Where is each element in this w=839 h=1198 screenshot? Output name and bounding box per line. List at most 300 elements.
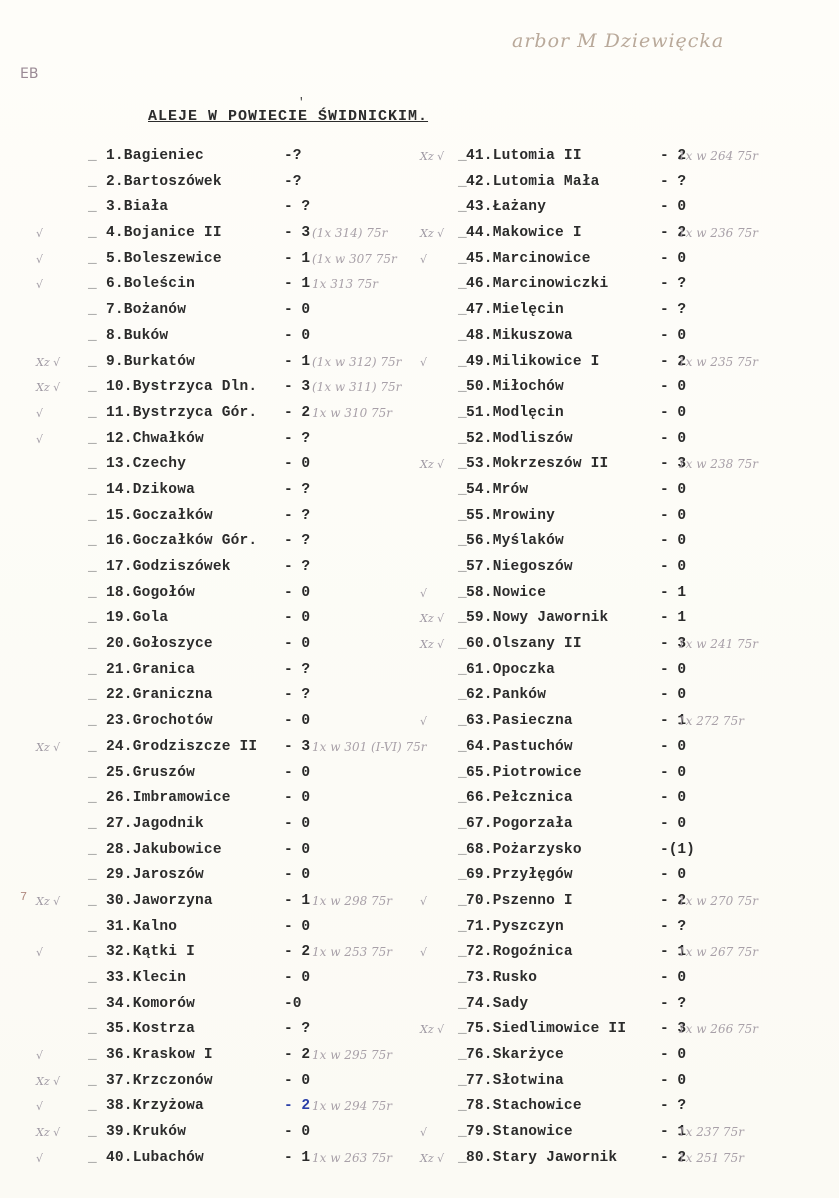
place-name: 72.Rogoźnica: [466, 944, 573, 961]
check-mark: √: [36, 278, 44, 292]
check-mark: √: [420, 715, 428, 729]
list-item: [420, 915, 839, 941]
list-item: [420, 632, 839, 658]
row-dash: _: [88, 661, 97, 678]
count-value: - 0: [284, 456, 311, 473]
check-mark: Xz √: [420, 638, 445, 652]
row-dash: _: [88, 1047, 97, 1064]
row-dash: _: [458, 1124, 467, 1141]
list-item: [0, 709, 430, 735]
row-dash: _: [88, 302, 97, 319]
place-name: 4.Bojanice II: [106, 225, 222, 242]
place-name: 63.Pasieczna: [466, 713, 573, 730]
count-value: - ?: [660, 918, 687, 935]
place-name: 77.Słotwina: [466, 1072, 564, 1089]
count-value: - 0: [660, 738, 687, 755]
list-item: [0, 324, 430, 350]
list-item: [420, 761, 839, 787]
count-value: - 0: [284, 841, 311, 858]
handwritten-annotation: 1x 313 75r: [312, 277, 378, 292]
list-item: [420, 350, 839, 376]
check-mark: Xz √: [36, 1126, 61, 1140]
place-name: 13.Czechy: [106, 456, 187, 473]
check-mark: √: [36, 406, 44, 420]
row-dash: _: [88, 1098, 97, 1115]
count-value: - 0: [660, 815, 687, 832]
list-item: [0, 992, 430, 1018]
row-dash: _: [88, 533, 97, 550]
place-name: 75.Siedlimowice II: [466, 1021, 627, 1038]
row-dash: _: [88, 738, 97, 755]
count-value: - 0: [284, 636, 311, 653]
handwritten-annotation: 1x w 267 75r: [678, 945, 759, 960]
right-column: [420, 144, 839, 1172]
place-name: 57.Niegoszów: [466, 559, 573, 575]
place-name: 2.Bartoszówek: [106, 173, 222, 190]
list-item: [0, 1017, 430, 1043]
place-name: 59.Nowy Jawornik: [466, 610, 609, 627]
count-value: - 3: [660, 636, 687, 653]
list-item: [0, 632, 430, 658]
row-dash: _: [458, 610, 467, 627]
handwritten-annotation: 1x w 235 75r: [678, 354, 759, 369]
count-value: - 1: [284, 353, 311, 370]
row-dash: _: [458, 507, 467, 524]
list-item: [420, 1069, 839, 1095]
check-mark: Xz √: [420, 227, 445, 241]
list-item: [420, 1120, 839, 1146]
count-value: - 2: [284, 944, 311, 961]
place-name: 28.Jakubowice: [106, 841, 222, 858]
row-dash: _: [88, 892, 97, 909]
count-value: - 0: [660, 199, 687, 216]
count-value: - 3: [660, 456, 687, 473]
row-dash: _: [88, 918, 97, 935]
place-name: 3.Biała: [106, 199, 169, 216]
row-dash: _: [88, 995, 97, 1012]
check-mark: Xz √: [36, 740, 61, 754]
count-value: -(1): [660, 841, 695, 858]
place-name: 9.Burkatów: [106, 353, 196, 370]
row-dash: _: [88, 250, 97, 267]
row-dash: _: [88, 327, 97, 344]
list-item: [420, 555, 839, 581]
count-value: - ?: [284, 430, 311, 447]
place-name: 25.Gruszów: [106, 764, 196, 781]
count-value: - 0: [660, 327, 687, 344]
row-dash: _: [88, 559, 97, 575]
list-item: [0, 504, 430, 530]
row-dash: _: [88, 841, 97, 858]
place-name: 69.Przyłęgów: [466, 867, 573, 884]
check-mark: Xz √: [36, 1074, 61, 1088]
place-name: 70.Pszenno I: [466, 892, 573, 909]
list-item: [420, 170, 839, 196]
place-name: 7.Bożanów: [106, 302, 187, 319]
place-name: 12.Chwałków: [106, 430, 204, 447]
place-name: 41.Lutomia II: [466, 148, 582, 164]
list-item: [0, 1069, 430, 1095]
check-mark: Xz √: [420, 1151, 445, 1165]
row-dash: _: [458, 1072, 467, 1089]
handwritten-annotation: 1x 251 75r: [678, 1150, 744, 1165]
place-name: 43.Łażany: [466, 199, 547, 216]
count-value: - 0: [284, 764, 311, 781]
count-value: - 0: [660, 970, 687, 986]
handwritten-annotation: 1x 237 75r: [678, 1125, 744, 1140]
count-value: - 0: [660, 559, 687, 575]
list-item: [0, 1120, 430, 1146]
left-column: [0, 144, 430, 1172]
handwritten-annotation: (1x w 311) 75r: [312, 380, 402, 395]
check-mark: Xz √: [36, 894, 61, 908]
list-item: [0, 478, 430, 504]
list-item: [0, 889, 430, 915]
list-item: [0, 1043, 430, 1069]
row-dash: _: [88, 610, 97, 627]
list-item: [0, 195, 430, 221]
list-item: [420, 812, 839, 838]
row-dash: _: [88, 225, 97, 242]
count-value: - 1: [660, 610, 687, 627]
handwritten-annotation: 1x w 264 75r: [678, 149, 759, 163]
list-item: [420, 427, 839, 453]
list-item: [0, 529, 430, 555]
count-value: - 0: [660, 867, 687, 884]
place-name: 80.Stary Jawornik: [466, 1149, 618, 1166]
count-value: - 1: [284, 892, 311, 909]
place-name: 54.Mrów: [466, 481, 529, 498]
count-value: -?: [284, 148, 302, 164]
count-value: - 3: [284, 379, 311, 396]
list-item: [420, 1043, 839, 1069]
list-item: [0, 272, 430, 298]
check-mark: √: [420, 946, 428, 960]
place-name: 24.Grodziszcze II: [106, 738, 258, 755]
list-item: [420, 452, 839, 478]
handwritten-annotation: 1x w 236 75r: [678, 226, 759, 241]
check-mark: Xz √: [36, 355, 61, 369]
list-item: [420, 221, 839, 247]
row-dash: _: [88, 430, 97, 447]
list-item: [420, 940, 839, 966]
place-name: 20.Gołoszyce: [106, 636, 213, 653]
list-item: [420, 247, 839, 273]
place-name: 27.Jagodnik: [106, 815, 204, 832]
list-item: [420, 504, 839, 530]
row-dash: _: [88, 507, 97, 524]
place-name: 46.Marcinowiczki: [466, 276, 609, 293]
place-name: 33.Klecin: [106, 970, 187, 986]
row-dash: _: [88, 1072, 97, 1089]
place-name: 10.Bystrzyca Dln.: [106, 379, 258, 396]
list-item: [0, 144, 430, 170]
count-value: - 1: [660, 584, 687, 601]
list-item: [420, 735, 839, 761]
place-name: 17.Godziszówek: [106, 559, 231, 575]
count-value: - 0: [660, 430, 687, 447]
list-item: [420, 863, 839, 889]
place-name: 50.Miłochów: [466, 379, 564, 396]
place-name: 74.Sady: [466, 995, 529, 1012]
row-dash: _: [458, 636, 467, 653]
list-item: [420, 683, 839, 709]
list-item: [0, 915, 430, 941]
list-item: [420, 889, 839, 915]
check-mark: √: [420, 1126, 428, 1140]
list-item: [420, 144, 839, 170]
place-name: 71.Pyszczyn: [466, 918, 564, 935]
check-mark: √: [36, 1151, 44, 1165]
row-dash: _: [458, 173, 467, 190]
place-name: 76.Skarżyce: [466, 1047, 564, 1064]
place-name: 73.Rusko: [466, 970, 538, 986]
check-mark: Xz √: [420, 612, 445, 626]
place-name: 64.Pastuchów: [466, 738, 573, 755]
place-name: 31.Kalno: [106, 918, 178, 935]
list-item: [420, 298, 839, 324]
row-dash: _: [458, 661, 467, 678]
list-item: [0, 170, 430, 196]
count-value: - 0: [284, 610, 311, 627]
list-item: [0, 761, 430, 787]
row-dash: _: [88, 173, 97, 190]
count-value: - ?: [284, 481, 311, 498]
check-mark: √: [36, 252, 44, 266]
row-dash: _: [88, 379, 97, 396]
count-value: - 0: [284, 815, 311, 832]
count-value: - ?: [660, 995, 687, 1012]
row-dash: _: [88, 687, 97, 704]
place-name: 40.Lubachów: [106, 1149, 204, 1166]
row-dash: _: [458, 892, 467, 909]
list-item: [420, 272, 839, 298]
row-dash: _: [88, 944, 97, 961]
row-dash: _: [458, 970, 467, 986]
place-name: 42.Lutomia Mała: [466, 173, 600, 190]
place-name: 34.Komorów: [106, 995, 196, 1012]
list-item: [420, 606, 839, 632]
list-item: [420, 581, 839, 607]
count-value: - 2: [284, 1098, 311, 1115]
list-item: [420, 838, 839, 864]
row-dash: _: [458, 379, 467, 396]
row-dash: _: [88, 404, 97, 421]
list-item: [0, 606, 430, 632]
list-item: [420, 786, 839, 812]
list-item: [0, 221, 430, 247]
row-dash: _: [458, 276, 467, 293]
count-value: - 2: [660, 353, 687, 370]
list-item: [420, 1017, 839, 1043]
handwritten-annotation: 1x 272 75r: [678, 714, 744, 729]
row-dash: _: [458, 302, 467, 319]
check-mark: √: [420, 355, 428, 369]
count-value: - 0: [284, 867, 311, 884]
place-name: 62.Panków: [466, 687, 547, 704]
count-value: - 0: [660, 1072, 687, 1089]
count-value: -0: [284, 995, 302, 1012]
count-value: - 0: [660, 404, 687, 421]
check-mark: √: [420, 252, 428, 266]
row-dash: _: [458, 225, 467, 242]
count-value: - 2: [660, 1149, 687, 1166]
place-name: 11.Bystrzyca Gór.: [106, 404, 258, 421]
row-dash: _: [458, 199, 467, 216]
handwritten-annotation: (1x 314) 75r: [312, 226, 388, 241]
count-value: - 0: [284, 1072, 311, 1089]
count-value: - ?: [284, 661, 311, 678]
row-dash: _: [458, 353, 467, 370]
handwritten-annotation: (1x w 312) 75r: [312, 354, 402, 369]
check-mark: √: [420, 586, 428, 600]
row-dash: _: [458, 148, 467, 164]
count-value: - ?: [284, 687, 311, 704]
count-value: - 0: [660, 481, 687, 498]
handwritten-annotation: 1x w 270 75r: [678, 893, 759, 908]
row-dash: _: [458, 559, 467, 575]
row-dash: _: [88, 636, 97, 653]
count-value: - 0: [284, 327, 311, 344]
check-mark: √: [36, 1049, 44, 1063]
place-name: 39.Kruków: [106, 1124, 187, 1141]
place-name: 68.Pożarzysko: [466, 841, 582, 858]
count-value: - 2: [660, 892, 687, 909]
list-item: [420, 529, 839, 555]
check-mark: √: [420, 894, 428, 908]
row-dash: _: [88, 1149, 97, 1166]
place-name: 51.Modlęcin: [466, 404, 564, 421]
row-dash: _: [458, 841, 467, 858]
row-dash: _: [458, 764, 467, 781]
handwritten-annotation: 1x w 241 75r: [678, 637, 759, 652]
place-name: 56.Myślaków: [466, 533, 564, 550]
count-value: - 0: [284, 790, 311, 807]
list-item: [0, 375, 430, 401]
row-dash: _: [458, 790, 467, 807]
place-name: 16.Goczałków Gór.: [106, 533, 258, 550]
place-name: 52.Modliszów: [466, 430, 573, 447]
row-dash: _: [458, 404, 467, 421]
row-dash: _: [88, 867, 97, 884]
count-value: - ?: [284, 199, 311, 216]
list-item: [0, 581, 430, 607]
row-dash: _: [88, 199, 97, 216]
list-item: [0, 735, 430, 761]
page-title: ALEJE W POWIECIE ŚWIDNICKIM.: [148, 108, 429, 125]
count-value: - 0: [284, 713, 311, 730]
check-mark: Xz √: [420, 150, 445, 163]
check-mark: √: [36, 227, 44, 241]
row-dash: _: [458, 738, 467, 755]
row-dash: _: [458, 456, 467, 473]
row-dash: _: [88, 353, 97, 370]
count-value: - ?: [660, 1098, 687, 1115]
place-name: 35.Kostrza: [106, 1021, 196, 1038]
place-name: 22.Graniczna: [106, 687, 213, 704]
list-item: [0, 940, 430, 966]
place-name: 45.Marcinowice: [466, 250, 591, 267]
count-value: - 3: [660, 1021, 687, 1038]
place-name: 23.Grochotów: [106, 713, 213, 730]
count-value: - 3: [284, 225, 311, 242]
count-value: - 1: [660, 713, 687, 730]
place-name: 6.Boleścin: [106, 276, 196, 293]
handwritten-annotation: 1x w 294 75r: [312, 1099, 393, 1114]
handwritten-annotation: 1x w 266 75r: [678, 1022, 759, 1037]
row-dash: _: [458, 584, 467, 601]
check-mark: Xz √: [420, 1023, 445, 1037]
row-dash: _: [458, 1098, 467, 1115]
count-value: - ?: [284, 559, 311, 575]
place-name: 49.Milikowice I: [466, 353, 600, 370]
count-value: - 2: [660, 225, 687, 242]
handwritten-annotation: 1x w 295 75r: [312, 1048, 393, 1063]
place-name: 15.Goczałków: [106, 507, 213, 524]
row-dash: _: [458, 918, 467, 935]
place-name: 79.Stanowice: [466, 1124, 573, 1141]
handwritten-annotation: 1x w 298 75r: [312, 893, 393, 908]
row-dash: _: [88, 713, 97, 730]
place-name: 66.Pełcznica: [466, 790, 573, 807]
row-dash: _: [458, 815, 467, 832]
row-dash: _: [458, 1047, 467, 1064]
place-name: 38.Krzyżowa: [106, 1098, 204, 1115]
list-item: [0, 812, 430, 838]
list-item: [420, 375, 839, 401]
list-item: [0, 298, 430, 324]
count-value: - ?: [284, 507, 311, 524]
check-mark: Xz √: [36, 381, 61, 395]
list-item: [0, 966, 430, 992]
list-item: [420, 1094, 839, 1120]
row-dash: _: [458, 867, 467, 884]
place-name: 21.Granica: [106, 661, 196, 678]
list-item: [0, 683, 430, 709]
list-item: [0, 786, 430, 812]
handwritten-annotation: 1x w 310 75r: [312, 405, 393, 420]
place-name: 58.Nowice: [466, 584, 547, 601]
row-dash: _: [88, 790, 97, 807]
count-value: - ?: [660, 173, 687, 190]
row-dash: _: [88, 148, 97, 164]
row-dash: _: [88, 1021, 97, 1038]
row-dash: _: [458, 687, 467, 704]
count-value: - 0: [284, 970, 311, 986]
margin-mark: 7: [20, 890, 28, 904]
place-name: 32.Kątki I: [106, 944, 196, 961]
check-mark: √: [36, 946, 44, 960]
count-value: - 1: [284, 250, 311, 267]
count-value: - 0: [660, 661, 687, 678]
list-item: [420, 478, 839, 504]
handwritten-annotation: 1x w 253 75r: [312, 945, 393, 960]
place-name: 18.Gogołów: [106, 584, 196, 601]
place-name: 44.Makowice I: [466, 225, 582, 242]
count-value: -?: [284, 173, 302, 190]
row-dash: _: [88, 1124, 97, 1141]
list-item: [0, 247, 430, 273]
list-item: [420, 195, 839, 221]
place-name: 14.Dzikowa: [106, 481, 196, 498]
place-name: 5.Boleszewice: [106, 250, 222, 267]
list-item: [0, 838, 430, 864]
list-item: [0, 452, 430, 478]
check-mark: √: [36, 432, 44, 446]
list-item: [420, 401, 839, 427]
handwritten-annotation: (1x w 307 75r: [312, 251, 397, 266]
check-mark: Xz √: [420, 458, 445, 472]
